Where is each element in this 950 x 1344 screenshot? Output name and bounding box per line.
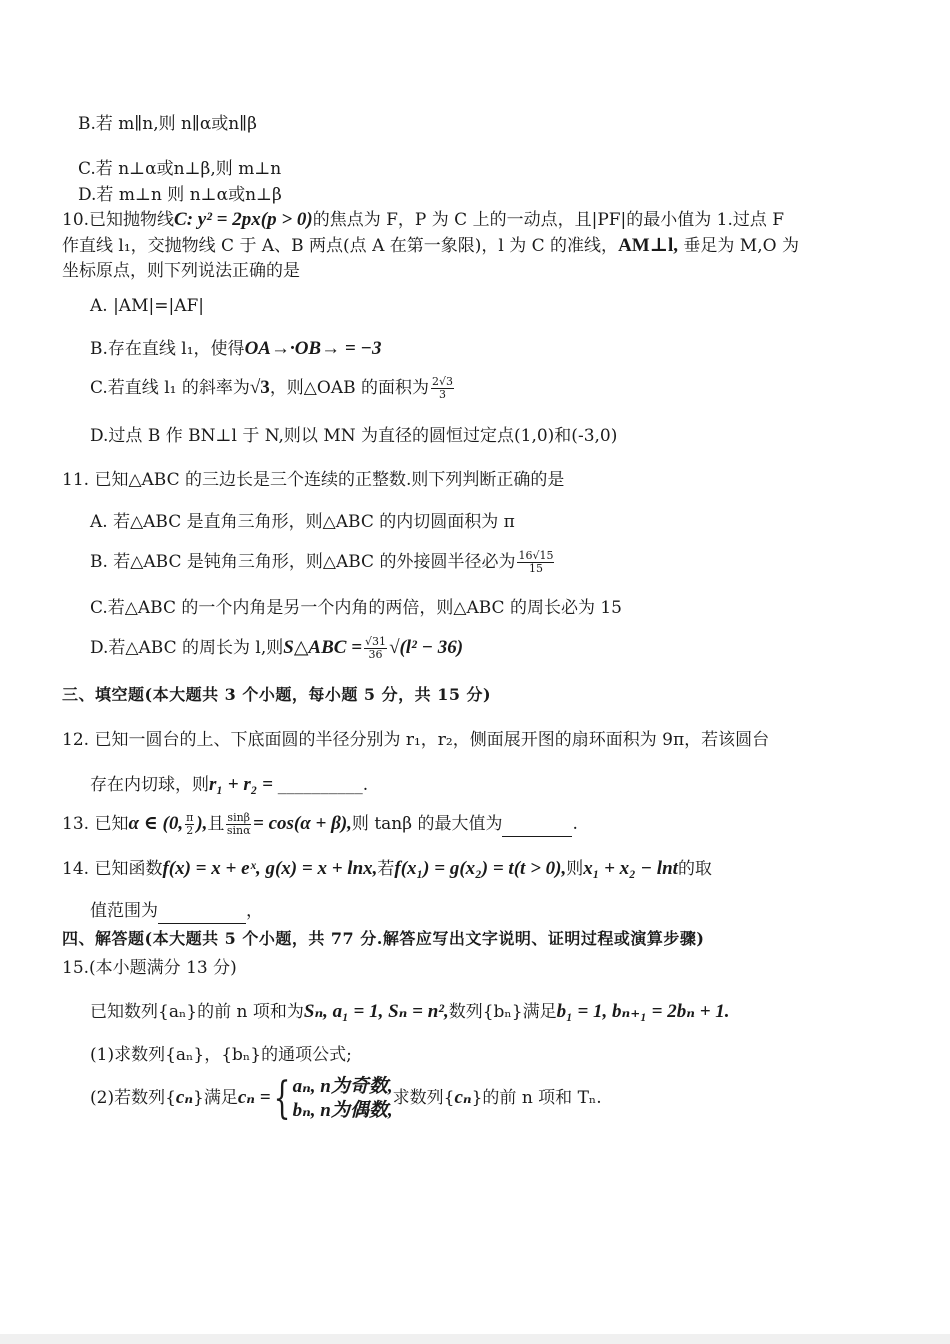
- q10-am-perp: AM⊥l,: [618, 235, 678, 256]
- q13-sin-denominator: sinα: [226, 824, 251, 837]
- q15-sequence-a-def: Sₙ, a₁ = 1, Sₙ = n²,: [303, 1001, 449, 1022]
- q15-part2-text-b: }满足: [193, 1088, 238, 1108]
- q13-sin-numerator: sinβ: [227, 811, 251, 824]
- q14-line2-text: 值范围为: [90, 901, 158, 921]
- q10-option-a: A. |AM|=|AF|: [90, 296, 204, 316]
- q10-area-numerator: 2√3: [432, 375, 454, 388]
- q11-option-b: [90, 550, 556, 575]
- q10-option-c-text-b: ，则△OAB 的面积为: [269, 378, 429, 398]
- q11-stem: 11. 已知△ABC 的三边长是三个连续的正整数.则下列判断正确的是: [62, 470, 565, 490]
- section4-heading: 四、解答题(本大题共 5 个小题，共 77 分.解答应写出文字说明、证明过程或演算步骤): [62, 929, 705, 948]
- q13-pi-fraction: [185, 812, 194, 837]
- q14-condition: f(x₁) = g(x₂) = t(t > 0),: [394, 858, 567, 879]
- q12-line2: [90, 773, 368, 797]
- q10-stem-line1: [62, 208, 784, 232]
- q10-area-fraction: [431, 376, 454, 401]
- q15-title: 15.(本小题满分 13 分): [62, 958, 237, 978]
- q15-cn-symbol-2: cₙ: [454, 1087, 472, 1108]
- q13-pi-numerator: π: [186, 811, 194, 824]
- q12-radius-sum: r₁ + r₂ =: [209, 774, 278, 795]
- q14-text-d: 的取: [677, 859, 712, 879]
- q11-option-b-text: B. 若△ABC 是钝角三角形，则△ABC 的外接圆半径必为: [90, 552, 516, 572]
- q13-line: [62, 812, 578, 837]
- q11-option-d-text: D.若△ABC 的周长为 l,则: [90, 638, 284, 658]
- q11-area-symbol: S△ABC =: [283, 637, 363, 658]
- q11-option-c: C.若△ABC 的一个内角是另一个内角的两倍，则△ABC 的周长必为 15: [90, 598, 622, 618]
- q10-option-b-text: B.存在直线 l₁，使得: [90, 339, 245, 359]
- q15-piecewise-cases: [293, 1075, 393, 1123]
- q10-stem1-text-b: 的焦点为 F，P 为 C 上的一动点，且|PF|的最小值为 1.过点 F: [312, 210, 785, 230]
- q15-case-odd: aₙ, n为奇数,: [292, 1075, 393, 1097]
- q15-part2-text-a: (2)若数列{: [90, 1088, 176, 1108]
- q11-radius-fraction: [517, 550, 554, 575]
- q10-parabola-formula: C: y² = 2px(p > 0): [174, 209, 313, 230]
- q11-area-fraction: [364, 636, 387, 661]
- q15-cn-def: cₙ =: [237, 1087, 271, 1108]
- q15-part2-text-e: }的前 n 项和 Tₙ.: [471, 1088, 602, 1108]
- q9-option-d: D.若 m⊥n 则 n⊥α或n⊥β: [78, 185, 282, 205]
- q15-part1: (1)求数列{aₙ}，{bₙ}的通项公式;: [90, 1045, 352, 1065]
- q13-alpha-range: α ∈ (0,: [128, 813, 184, 834]
- q10-option-b: [90, 337, 381, 361]
- q10-stem2-text-a: 作直线 l₁，交抛物线 C 于 A、B 两点(点 A 在第一象限)，l 为 C 的准线，: [62, 236, 619, 256]
- q14-text-a: 14. 已知函数: [62, 859, 163, 879]
- q10-stem-line3: 坐标原点，则下列说法正确的是: [62, 261, 300, 281]
- q13-cos-expr: = cos(α + β),: [253, 813, 352, 834]
- q10-option-c: [90, 376, 456, 401]
- q13-range-close: ),: [196, 813, 208, 834]
- q12-line1: 12. 已知一圆台的上、下底面圆的半径分别为 r₁，r₂，侧面展开图的扇环面积为 9π，若该圆台: [62, 730, 770, 750]
- q14-text-c: 则: [566, 859, 584, 879]
- q15-part2: [90, 1072, 602, 1124]
- q14-line1: [62, 857, 712, 881]
- q13-sin-fraction: [226, 812, 251, 837]
- q14-target-expr: x₁ + x₂ − lnt: [583, 858, 678, 879]
- q9-option-b: B.若 m∥n,则 n∥α或n∥β: [78, 114, 257, 134]
- q11-option-d: [90, 636, 463, 661]
- q11-area-numerator: √31: [365, 635, 387, 648]
- q15-cn-symbol-1: cₙ: [175, 1087, 194, 1108]
- q14-line2-end: ，: [246, 901, 263, 921]
- q10-stem1-text-a: 已知抛物线: [89, 210, 175, 230]
- q11-radius-denominator: 15: [528, 562, 543, 575]
- page-bottom-band: [0, 1334, 950, 1344]
- q10-option-c-text-a: C.若直线 l₁ 的斜率为: [90, 378, 250, 398]
- q11-area-denominator: 36: [368, 648, 383, 661]
- q13-text-a: 13. 已知: [62, 814, 129, 834]
- section3-heading: 三、填空题(本大题共 3 个小题，每小题 5 分，共 15 分): [62, 685, 492, 704]
- q13-period: .: [572, 814, 578, 834]
- q14-line2: [90, 899, 263, 924]
- q15-left-brace: {: [273, 1072, 290, 1124]
- q10-number: 10.: [62, 210, 90, 230]
- q13-answer-blank: [502, 812, 572, 837]
- q12-period: .: [362, 775, 369, 795]
- q10-slope-sqrt3: √3: [249, 377, 270, 398]
- q15-given-text-a: 已知数列{aₙ}的前 n 项和为: [90, 1002, 304, 1022]
- q11-radius-numerator: 16√15: [518, 549, 554, 562]
- q14-functions: f(x) = x + eˣ, g(x) = x + lnx,: [162, 858, 378, 879]
- q14-text-b: 若: [377, 859, 395, 879]
- q15-sequence-b-def: b₁ = 1, bₙ₊₁ = 2bₙ + 1.: [556, 1001, 730, 1022]
- q10-option-d: D.过点 B 作 BN⊥l 于 N,则以 MN 为直径的圆恒过定点(1,0)和(-3,0): [90, 426, 618, 446]
- q15-part2-text-d: 求数列{: [392, 1088, 455, 1108]
- q11-area-sqrt: √(l² − 36): [389, 637, 464, 658]
- q10-stem2-text-b: 垂足为 M,O 为: [678, 236, 799, 256]
- q15-given: [90, 1000, 730, 1024]
- q11-option-a: A. 若△ABC 是直角三角形，则△ABC 的内切圆面积为 π: [90, 512, 515, 532]
- q10-area-denominator: 3: [439, 388, 446, 401]
- q13-text-b: 且: [207, 814, 225, 834]
- q15-case-even: bₙ, n为偶数,: [292, 1099, 393, 1121]
- q13-text-c: 则 tanβ 的最大值为: [351, 814, 503, 834]
- q15-given-text-b: 数列{bₙ}满足: [448, 1002, 557, 1022]
- q12-line2-text: 存在内切球，则: [90, 775, 209, 795]
- q13-pi-denominator: 2: [186, 824, 194, 837]
- q12-answer-blank: __________: [277, 775, 363, 795]
- q10-vector-dot: OA→·OB→ = −3: [244, 338, 382, 359]
- q10-stem-line2: [62, 234, 799, 258]
- q14-answer-blank: [158, 899, 246, 924]
- q9-option-c: C.若 n⊥α或n⊥β,则 m⊥n: [78, 159, 282, 179]
